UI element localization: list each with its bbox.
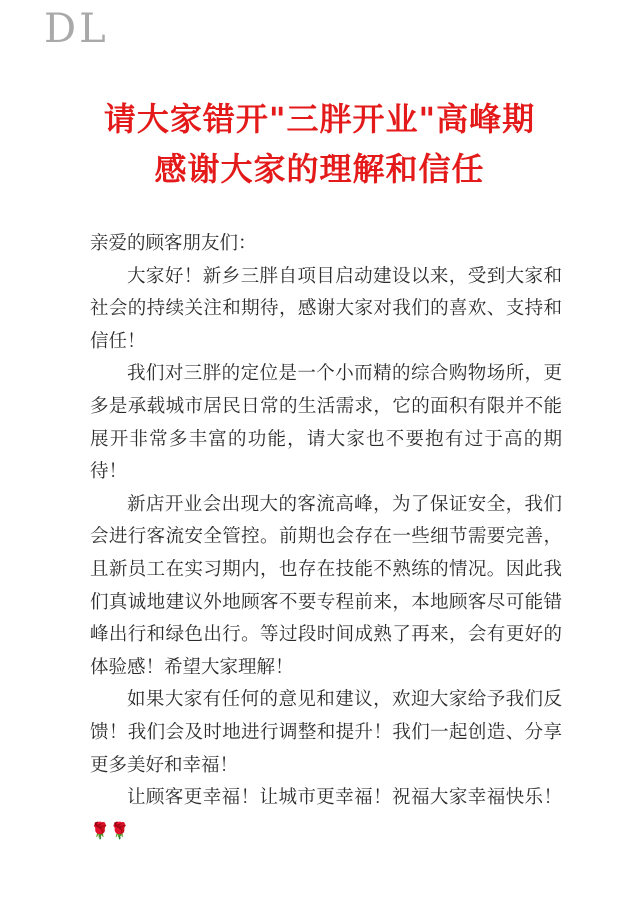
paragraph-crowd-control: 新店开业会出现大的客流高峰，为了保证安全，我们会进行客流安全管控。前期也会存在一些细节需要完善，且新员工在实习期内，也存在技能不熟练的情况。因此我们真诚地建议外地顾客不要专程前来，本地顾客尽可能错峰出行和绿色出行。等过段时间成熟了再来，会有更好的体验感！希望大家理解！ <box>90 493 562 678</box>
notice-title <box>0 94 639 194</box>
title-line-1: 请大家错开"三胖开业"高峰期 <box>103 100 536 138</box>
paragraph-welcome: 大家好！新乡三胖自项目启动建设以来，受到大家和社会的持续关注和期待，感谢大家对我们的喜欢、支持和信任！ <box>90 265 562 352</box>
title-line-2: 感谢大家的理解和信任 <box>154 150 485 188</box>
rose-icon: 🌹🌹 <box>90 820 130 840</box>
paragraph-positioning: 我们对三胖的定位是一个小而精的综合购物场所，更多是承载城市居民日常的生活需求，它的面积有限并不能展开非常多丰富的功能，请大家也不要抱有过于高的期待！ <box>90 363 562 483</box>
blessing-text: 让顾客更幸福！让城市更幸福！祝福大家幸福快乐！ <box>127 787 562 809</box>
dl-logo: DL <box>44 6 109 52</box>
paragraph-feedback: 如果大家有任何的意见和建议，欢迎大家给予我们反馈！我们会及时地进行调整和提升！我们一起创造、分享更多美好和幸福！ <box>90 689 562 776</box>
paragraph-blessing <box>90 782 562 847</box>
greeting: 亲爱的顾客朋友们： <box>90 233 257 254</box>
notice-body <box>90 228 562 847</box>
